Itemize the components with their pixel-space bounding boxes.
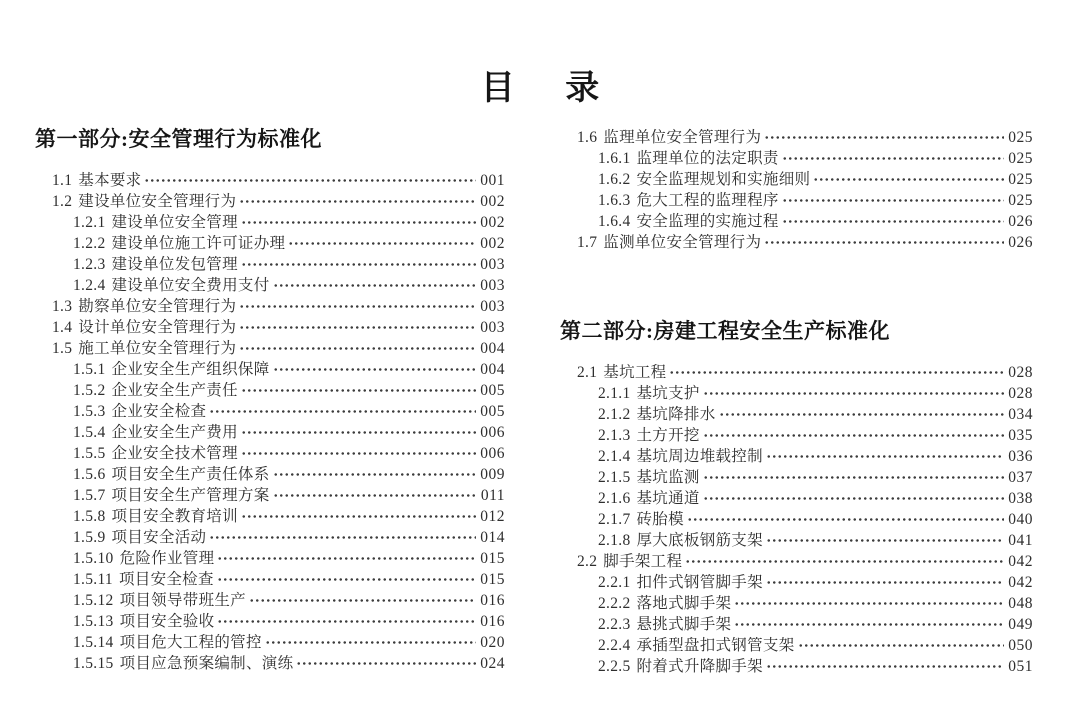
dot-leader — [782, 148, 1004, 169]
part-heading: 第二部分:房建工程安全生产标准化 — [560, 319, 890, 343]
entry-number: 1.5.1 — [73, 361, 106, 378]
entry-number: 1.6.3 — [598, 192, 631, 209]
dot-leader — [241, 443, 476, 464]
entry-label: 基坑支护 — [636, 385, 700, 402]
page-number: 036 — [1008, 448, 1033, 465]
page-number: 049 — [1008, 616, 1033, 633]
entry-label: 企业安全检查 — [111, 403, 207, 420]
entry-label: 基坑降排水 — [636, 406, 716, 423]
page-number: 025 — [1008, 171, 1033, 188]
toc-entry — [35, 443, 505, 464]
entry-label: 砖胎模 — [636, 511, 684, 528]
page-number: 004 — [480, 361, 505, 378]
dot-leader — [703, 488, 1004, 509]
entry-number: 1.1 — [52, 172, 73, 189]
page-number: 026 — [1008, 213, 1033, 230]
page-number: 040 — [1008, 511, 1033, 528]
entry-list — [35, 170, 505, 674]
entry-label: 监理单位的法定职责 — [636, 150, 779, 167]
toc-entry — [560, 127, 1033, 148]
toc-entry — [35, 611, 505, 632]
entry-label: 厚大底板钢筋支架 — [636, 532, 763, 549]
entry-label: 悬挑式脚手架 — [636, 616, 732, 633]
page-number: 035 — [1008, 427, 1033, 444]
entry-number: 1.5.8 — [73, 508, 106, 525]
page-number: 020 — [480, 634, 505, 651]
entry-label: 脚手架工程 — [603, 553, 683, 570]
page-number: 003 — [480, 277, 505, 294]
entry-label: 勘察单位安全管理行为 — [78, 298, 237, 315]
entry-number: 2.1.7 — [598, 511, 631, 528]
entry-number: 1.5.13 — [73, 613, 114, 630]
entry-label: 企业安全生产费用 — [111, 424, 238, 441]
toc-entry — [560, 656, 1033, 677]
entry-number: 2.2.3 — [598, 616, 631, 633]
toc-entry — [35, 296, 505, 317]
page-number: 002 — [480, 193, 505, 210]
dot-leader — [273, 275, 476, 296]
page-title: 目 录 — [480, 70, 600, 107]
toc-entry — [35, 632, 505, 653]
dot-leader — [239, 296, 476, 317]
toc-entry — [560, 362, 1033, 383]
entry-number: 1.5.15 — [73, 655, 114, 672]
page-number: 025 — [1008, 129, 1033, 146]
entry-label: 项目应急预案编制、演练 — [119, 655, 294, 672]
entry-label: 安全监理规划和实施细则 — [636, 171, 811, 188]
page-number: 051 — [1008, 658, 1033, 675]
entry-number: 1.5.6 — [73, 466, 106, 483]
entry-number: 1.2.1 — [73, 214, 106, 231]
toc-entry — [35, 548, 505, 569]
entry-number: 1.4 — [52, 319, 73, 336]
entry-number: 1.5.11 — [73, 571, 113, 588]
dot-leader — [719, 404, 1004, 425]
entry-label: 安全监理的实施过程 — [636, 213, 779, 230]
page-number: 016 — [480, 592, 505, 609]
entry-label: 施工单位安全管理行为 — [78, 340, 237, 357]
dot-leader — [273, 464, 476, 485]
dot-leader — [217, 569, 476, 590]
entry-number: 1.5.14 — [73, 634, 114, 651]
entry-number: 2.1.5 — [598, 469, 631, 486]
dot-leader — [782, 211, 1004, 232]
page-number: 009 — [480, 466, 505, 483]
page-number: 006 — [480, 445, 505, 462]
dot-leader — [239, 338, 476, 359]
toc-entry — [560, 635, 1033, 656]
entry-label: 承插型盘扣式钢管支架 — [636, 637, 795, 654]
entry-number: 2.2.2 — [598, 595, 631, 612]
entry-label: 扣件式钢管脚手架 — [636, 574, 763, 591]
entry-label: 监测单位安全管理行为 — [603, 234, 762, 251]
toc-section — [560, 318, 1033, 677]
entry-number: 1.5.10 — [73, 550, 114, 567]
entry-label: 项目危大工程的管控 — [119, 634, 262, 651]
toc-column-left — [35, 126, 505, 674]
toc-entry — [35, 506, 505, 527]
page-number: 024 — [480, 655, 505, 672]
dot-leader — [249, 590, 476, 611]
toc-entry — [35, 254, 505, 275]
dot-leader — [813, 169, 1004, 190]
entry-label: 企业安全生产组织保障 — [111, 361, 270, 378]
entry-number: 1.5.12 — [73, 592, 114, 609]
dot-leader — [217, 611, 476, 632]
page-number: 050 — [1008, 637, 1033, 654]
dot-leader — [273, 359, 476, 380]
toc-entry — [35, 212, 505, 233]
page-number: 003 — [480, 319, 505, 336]
dot-leader — [239, 191, 476, 212]
toc-entry — [560, 614, 1033, 635]
entry-list — [560, 362, 1033, 677]
entry-number: 2.2.1 — [598, 574, 631, 591]
toc-entry — [35, 338, 505, 359]
dot-leader — [265, 632, 476, 653]
dot-leader — [764, 127, 1004, 148]
entry-number: 1.5.4 — [73, 424, 106, 441]
entry-label: 危险作业管理 — [119, 550, 215, 567]
page-number: 037 — [1008, 469, 1033, 486]
dot-leader — [288, 233, 476, 254]
toc-entry — [560, 190, 1033, 211]
toc-entry — [560, 404, 1033, 425]
entry-label: 落地式脚手架 — [636, 595, 732, 612]
dot-leader — [239, 317, 476, 338]
entry-number: 1.6.1 — [598, 150, 631, 167]
entry-number: 1.6.4 — [598, 213, 631, 230]
page-number: 004 — [480, 340, 505, 357]
entry-label: 项目安全教育培训 — [111, 508, 238, 525]
page-number: 025 — [1008, 150, 1033, 167]
dot-leader — [669, 362, 1004, 383]
dot-leader — [798, 635, 1004, 656]
toc-entry — [35, 653, 505, 674]
toc-column-right — [560, 127, 1033, 677]
toc-entry — [35, 569, 505, 590]
entry-number: 2.1.6 — [598, 490, 631, 507]
page-number: 001 — [480, 172, 505, 189]
entry-number: 2.1.3 — [598, 427, 631, 444]
entry-label: 基坑周边堆载控制 — [636, 448, 763, 465]
entry-label: 企业安全技术管理 — [111, 445, 238, 462]
dot-leader — [241, 380, 476, 401]
entry-label: 企业安全生产责任 — [111, 382, 238, 399]
page-number: 016 — [480, 613, 505, 630]
entry-number: 2.2.4 — [598, 637, 631, 654]
entry-number: 1.5.3 — [73, 403, 106, 420]
entry-label: 危大工程的监理程序 — [636, 192, 779, 209]
dot-leader — [241, 422, 476, 443]
entry-label: 建设单位安全费用支付 — [111, 277, 270, 294]
entry-label: 基本要求 — [78, 172, 142, 189]
page-number: 006 — [480, 424, 505, 441]
entry-label: 建设单位安全管理行为 — [78, 193, 237, 210]
entry-number: 1.2.4 — [73, 277, 106, 294]
entry-label: 项目安全生产管理方案 — [111, 487, 270, 504]
page-number: 042 — [1008, 553, 1033, 570]
page-number: 038 — [1008, 490, 1033, 507]
entry-label: 建设单位发包管理 — [111, 256, 238, 273]
toc-entry — [560, 232, 1033, 253]
toc-entry — [35, 422, 505, 443]
entry-label: 附着式升降脚手架 — [636, 658, 763, 675]
toc-entry — [35, 170, 505, 191]
page-number: 028 — [1008, 364, 1033, 381]
toc-entry — [560, 488, 1033, 509]
page-number: 048 — [1008, 595, 1033, 612]
entry-number: 2.1.4 — [598, 448, 631, 465]
dot-leader — [209, 401, 476, 422]
page-number: 034 — [1008, 406, 1033, 423]
page-number: 015 — [480, 550, 505, 567]
entry-label: 项目安全检查 — [118, 571, 214, 588]
entry-list — [560, 127, 1033, 253]
toc-entry — [560, 446, 1033, 467]
page-number: 011 — [480, 487, 505, 504]
toc-entry — [35, 191, 505, 212]
dot-leader — [685, 551, 1004, 572]
toc-section — [35, 126, 505, 674]
dot-leader — [766, 446, 1004, 467]
page-number: 003 — [480, 298, 505, 315]
toc-entry — [35, 527, 505, 548]
toc-entry — [35, 485, 505, 506]
entry-label: 监理单位安全管理行为 — [603, 129, 762, 146]
entry-number: 2.1.8 — [598, 532, 631, 549]
entry-number: 2.2 — [577, 553, 598, 570]
dot-leader — [703, 425, 1004, 446]
dot-leader — [296, 653, 476, 674]
dot-leader — [764, 232, 1004, 253]
dot-leader — [241, 212, 476, 233]
toc-entry — [35, 275, 505, 296]
entry-label: 建设单位施工许可证办理 — [111, 235, 286, 252]
dot-leader — [687, 509, 1004, 530]
dot-leader — [144, 170, 476, 191]
dot-leader — [217, 548, 476, 569]
page-number: 005 — [480, 382, 505, 399]
entry-number: 2.2.5 — [598, 658, 631, 675]
entry-number: 1.2.2 — [73, 235, 106, 252]
entry-label: 土方开挖 — [636, 427, 700, 444]
entry-number: 1.5.9 — [73, 529, 106, 546]
entry-number: 1.5.7 — [73, 487, 106, 504]
toc-entry — [560, 169, 1033, 190]
toc-entry — [35, 317, 505, 338]
toc-entry — [560, 509, 1033, 530]
toc-entry — [560, 148, 1033, 169]
entry-number: 1.2.3 — [73, 256, 106, 273]
toc-entry — [560, 383, 1033, 404]
dot-leader — [703, 383, 1004, 404]
entry-label: 基坑工程 — [603, 364, 667, 381]
part-heading: 第一部分:安全管理行为标准化 — [35, 127, 322, 151]
dot-leader — [241, 506, 476, 527]
entry-label: 基坑监测 — [636, 469, 700, 486]
page-number: 012 — [480, 508, 505, 525]
toc-entry — [560, 425, 1033, 446]
toc-entry — [560, 572, 1033, 593]
toc-entry — [560, 530, 1033, 551]
dot-leader — [734, 614, 1004, 635]
page-number: 026 — [1008, 234, 1033, 251]
entry-number: 1.3 — [52, 298, 73, 315]
entry-label: 项目领导带班生产 — [119, 592, 246, 609]
entry-number: 1.6 — [577, 129, 598, 146]
toc-entry — [560, 467, 1033, 488]
entry-label: 项目安全生产责任体系 — [111, 466, 270, 483]
dot-leader — [241, 254, 476, 275]
entry-number: 1.7 — [577, 234, 598, 251]
dot-leader — [273, 485, 476, 506]
dot-leader — [734, 593, 1004, 614]
toc-entry — [560, 593, 1033, 614]
page-number: 005 — [480, 403, 505, 420]
entry-number: 1.2 — [52, 193, 73, 210]
entry-number: 1.6.2 — [598, 171, 631, 188]
page-number: 028 — [1008, 385, 1033, 402]
toc-entry — [35, 401, 505, 422]
page-number: 015 — [480, 571, 505, 588]
toc-entry — [560, 551, 1033, 572]
toc-entry — [35, 233, 505, 254]
entry-label: 设计单位安全管理行为 — [78, 319, 237, 336]
page-number: 002 — [480, 235, 505, 252]
toc-section — [560, 127, 1033, 253]
toc-entry — [35, 380, 505, 401]
entry-number: 1.5.5 — [73, 445, 106, 462]
dot-leader — [209, 527, 476, 548]
entry-number: 1.5 — [52, 340, 73, 357]
dot-leader — [782, 190, 1004, 211]
page-number: 014 — [480, 529, 505, 546]
entry-label: 项目安全验收 — [119, 613, 215, 630]
entry-number: 2.1.2 — [598, 406, 631, 423]
page-number: 003 — [480, 256, 505, 273]
toc-entry — [35, 359, 505, 380]
toc-entry — [35, 464, 505, 485]
entry-label: 建设单位安全管理 — [111, 214, 238, 231]
toc-entry — [560, 211, 1033, 232]
dot-leader — [766, 530, 1004, 551]
entry-number: 1.5.2 — [73, 382, 106, 399]
entry-number: 2.1 — [577, 364, 598, 381]
dot-leader — [703, 467, 1004, 488]
page-number: 025 — [1008, 192, 1033, 209]
page-number: 041 — [1008, 532, 1033, 549]
entry-label: 基坑通道 — [636, 490, 700, 507]
toc-entry — [35, 590, 505, 611]
page-number: 002 — [480, 214, 505, 231]
entry-label: 项目安全活动 — [111, 529, 207, 546]
page-number: 042 — [1008, 574, 1033, 591]
entry-number: 2.1.1 — [598, 385, 631, 402]
dot-leader — [766, 572, 1004, 593]
dot-leader — [766, 656, 1004, 677]
